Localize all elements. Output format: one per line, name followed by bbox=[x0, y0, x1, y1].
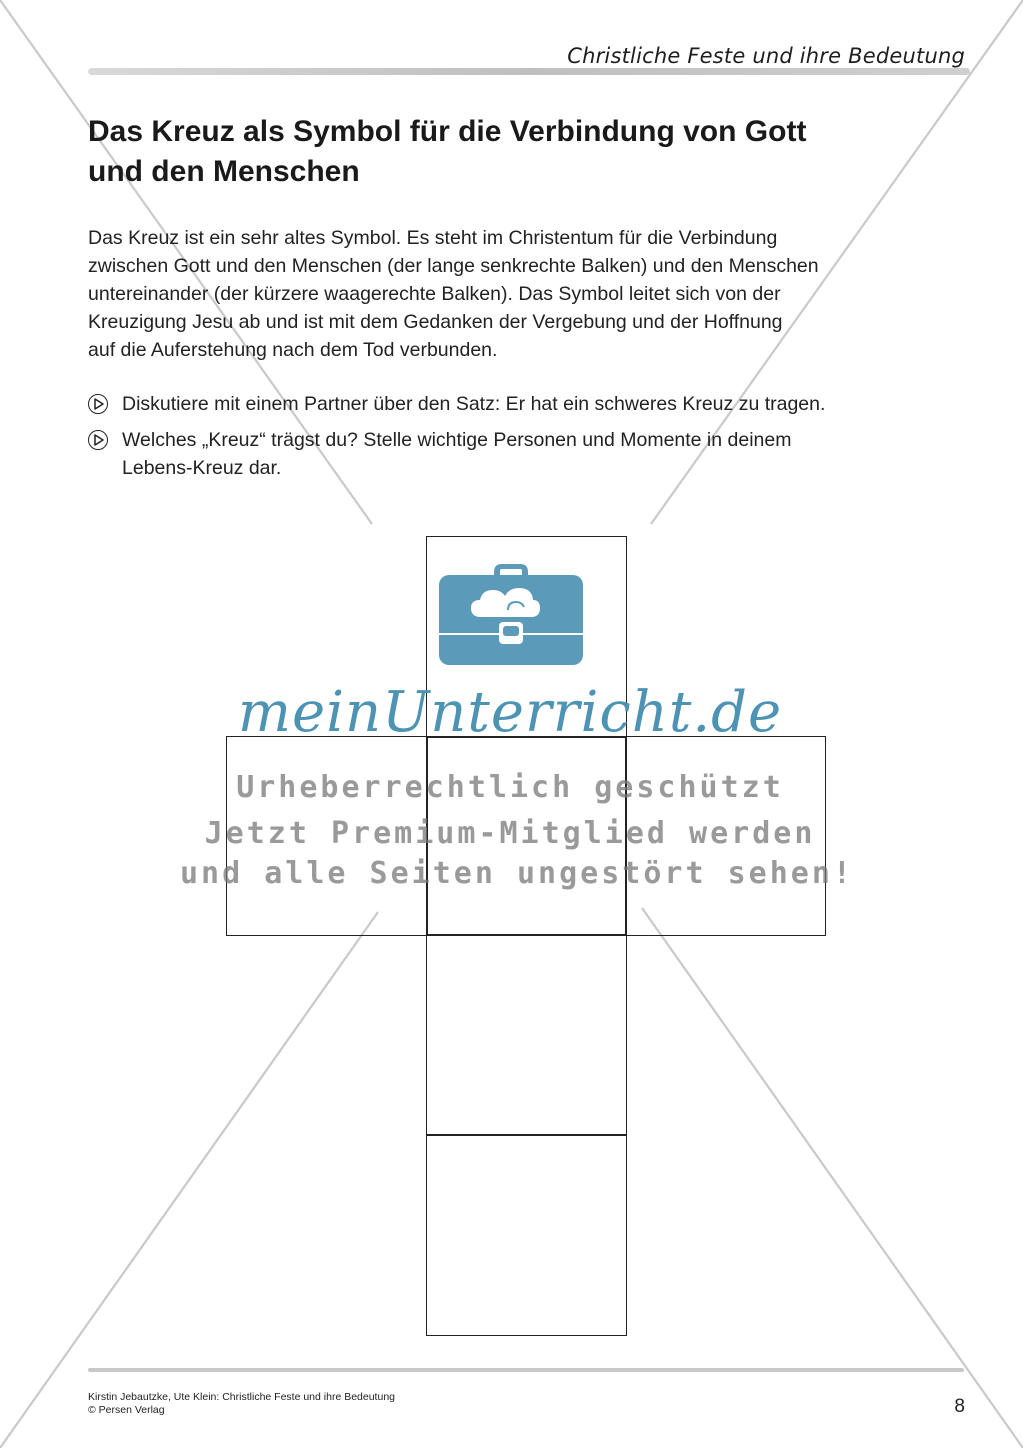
task-text-line: Welches „Kreuz“ trägst du? Stelle wichtige Personen und Momente in deinem bbox=[122, 429, 792, 451]
intro-line: Das Kreuz ist ein sehr altes Symbol. Es steht im Christentum für die Verbindung bbox=[88, 227, 778, 249]
footer-authors: Kirstin Jebautzke, Ute Klein: Christliche Feste und ihre Bedeutung bbox=[88, 1391, 395, 1403]
page-number: 8 bbox=[954, 1396, 965, 1417]
cross-lower-field[interactable] bbox=[426, 934, 627, 1136]
footer-credit bbox=[88, 1391, 395, 1417]
play-arrow-icon bbox=[88, 430, 108, 450]
play-arrow-icon bbox=[88, 394, 108, 414]
page-title-line-2: und den Menschen bbox=[88, 155, 360, 188]
intro-line: zwischen Gott und den Menschen (der lange senkrechte Balken) und den Menschen bbox=[88, 255, 819, 277]
briefcase-cloud-icon bbox=[436, 562, 586, 667]
header-divider bbox=[88, 68, 970, 75]
watermark-premium-text-2: und alle Seiten ungestört sehen! bbox=[180, 856, 854, 891]
cross-bottom-field[interactable] bbox=[426, 1134, 627, 1336]
watermark-premium-text: Jetzt Premium-Mitglied werden bbox=[204, 816, 816, 851]
footer-divider bbox=[88, 1368, 964, 1372]
page-title-line-1: Das Kreuz als Symbol für die Verbindung von Gott bbox=[88, 115, 807, 148]
footer-publisher: © Persen Verlag bbox=[88, 1404, 165, 1416]
watermark-brand: meinUnterricht.de bbox=[237, 680, 783, 745]
intro-line: auf die Auferstehung nach dem Tod verbunden. bbox=[88, 339, 498, 361]
task-text: Diskutiere mit einem Partner über den Satz: Er hat ein schweres Kreuz zu tragen. bbox=[122, 393, 826, 415]
task-item bbox=[88, 426, 948, 482]
section-header-title: Christliche Feste und ihre Bedeutung bbox=[567, 44, 965, 68]
diagonal-line-bottom-right bbox=[642, 908, 1023, 1448]
page-title bbox=[88, 112, 938, 192]
intro-paragraph bbox=[88, 224, 918, 364]
intro-line: Kreuzigung Jesu ab und ist mit dem Gedanken der Vergebung und der Hoffnung bbox=[88, 311, 783, 333]
intro-line: untereinander (der kürzere waagerechte Balken). Das Symbol leitet sich von der bbox=[88, 283, 781, 305]
task-item bbox=[88, 390, 948, 418]
task-text-line: Lebens-Kreuz dar. bbox=[122, 457, 282, 479]
task-text bbox=[122, 426, 791, 482]
watermark-copyright-text: Urheberrechtlich geschützt bbox=[236, 770, 784, 805]
